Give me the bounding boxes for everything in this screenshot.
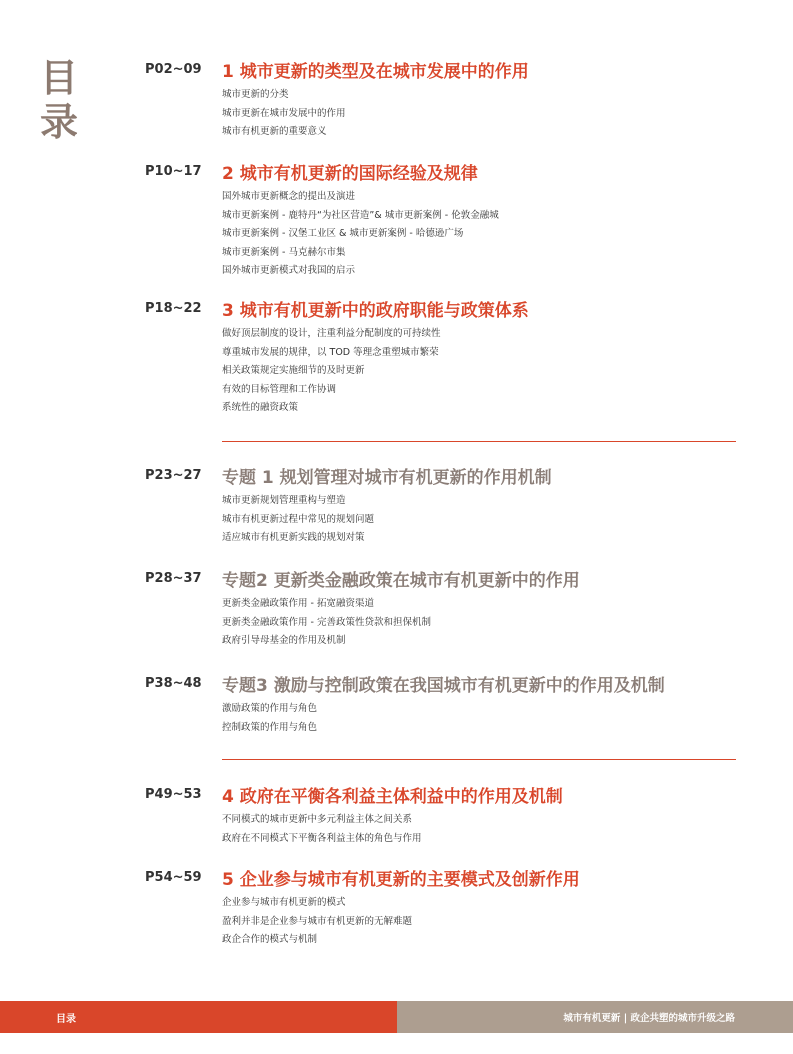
page-range: P23~27 <box>145 468 202 483</box>
topic-title[interactable]: 专题2 更新类金融政策在城市有机更新中的作用 <box>222 571 580 591</box>
subsection-item[interactable]: 更新类金融政策作用 - 拓宽融资渠道 <box>222 598 374 609</box>
subsection-list <box>222 492 374 548</box>
section-divider <box>222 441 736 442</box>
subsection-item[interactable]: 做好顶层制度的设计，注重利益分配制度的可持续性 <box>222 328 441 339</box>
subsection-item[interactable]: 不同模式的城市更新中多元利益主体之间关系 <box>222 814 413 825</box>
topic-title[interactable]: 专题 1 规划管理对城市有机更新的作用机制 <box>222 468 552 488</box>
subsection-item[interactable]: 城市有机更新过程中常见的规划问题 <box>222 513 375 525</box>
subsection-item[interactable]: 相关政策规定实施细节的及时更新 <box>222 365 365 376</box>
subsection-item[interactable]: 城市更新案例 - 马克赫尔市集 <box>222 246 346 258</box>
subsection-item[interactable]: 激励政策的作用与角色 <box>222 703 318 714</box>
footer-label: 目录 <box>56 1014 76 1025</box>
subsection-item[interactable]: 系统性的融资政策 <box>222 402 299 413</box>
page-range: P02~09 <box>145 62 202 77</box>
subsection-item[interactable]: 更新类金融政策作用 - 完善政策性贷款和担保机制 <box>222 616 431 628</box>
footer-title: 城市有机更新 | 政企共塑的城市升级之路 <box>563 1013 735 1024</box>
subsection-item[interactable]: 盈利并非是企业参与城市有机更新的无解难题 <box>222 915 413 927</box>
subsection-item[interactable]: 国外城市更新概念的提出及演进 <box>222 191 356 202</box>
subsection-item[interactable]: 城市有机更新的重要意义 <box>222 126 327 137</box>
subsection-item[interactable]: 政府引导母基金的作用及机制 <box>222 635 346 646</box>
subsection-list <box>222 86 346 142</box>
subsection-list <box>222 894 412 950</box>
subsection-item[interactable]: 尊重城市发展的规律，以 TOD 等理念重塑城市繁荣 <box>222 346 439 358</box>
toc-heading <box>40 56 88 144</box>
subsection-list <box>222 595 431 651</box>
subsection-item[interactable]: 城市更新在城市发展中的作用 <box>222 107 346 119</box>
subsection-item[interactable]: 城市更新案例 - 汉堡工业区 & 城市更新案例 - 哈德逊广场 <box>222 228 464 239</box>
subsection-item[interactable]: 城市更新规划管理重构与塑造 <box>222 495 346 506</box>
page-range: P49~53 <box>145 787 202 802</box>
subsection-item[interactable]: 有效的目标管理和工作协调 <box>222 383 337 395</box>
page-footer <box>0 1001 793 1033</box>
chapter-title[interactable]: 5 企业参与城市有机更新的主要模式及创新作用 <box>222 870 580 890</box>
subsection-item[interactable]: 适应城市有机更新实践的规划对策 <box>222 532 365 543</box>
subsection-list <box>222 811 422 848</box>
page-range: P10~17 <box>145 164 202 179</box>
subsection-list <box>222 700 317 737</box>
subsection-item[interactable]: 政府在不同模式下平衡各利益主体的角色与作用 <box>222 832 422 844</box>
subsection-item[interactable]: 控制政策的作用与角色 <box>222 721 318 733</box>
footer-right-band <box>397 1001 793 1033</box>
chapter-title[interactable]: 4 政府在平衡各利益主体利益中的作用及机制 <box>222 787 563 807</box>
toc-heading-char-2: 录 <box>40 100 79 144</box>
subsection-list <box>222 188 499 281</box>
chapter-title[interactable]: 3 城市有机更新中的政府职能与政策体系 <box>222 301 529 321</box>
page-range: P38~48 <box>145 676 202 691</box>
topic-title[interactable]: 专题3 激励与控制政策在我国城市有机更新中的作用及机制 <box>222 676 665 696</box>
subsection-item[interactable]: 城市更新的分类 <box>222 89 289 100</box>
toc-heading-char-1: 目 <box>40 56 79 100</box>
page-range: P18~22 <box>145 301 202 316</box>
page-range: P28~37 <box>145 571 202 586</box>
footer-left-band <box>0 1001 397 1033</box>
page-range: P54~59 <box>145 870 202 885</box>
subsection-item[interactable]: 企业参与城市有机更新的模式 <box>222 897 346 908</box>
subsection-item[interactable]: 城市更新案例 - 鹿特丹“为社区营造”& 城市更新案例 - 伦敦金融城 <box>222 209 499 221</box>
subsection-item[interactable]: 国外城市更新模式对我国的启示 <box>222 265 356 276</box>
subsection-item[interactable]: 政企合作的模式与机制 <box>222 934 318 945</box>
chapter-title[interactable]: 2 城市有机更新的国际经验及规律 <box>222 164 478 184</box>
subsection-list <box>222 325 441 418</box>
chapter-title[interactable]: 1 城市更新的类型及在城市发展中的作用 <box>222 62 529 82</box>
section-divider <box>222 759 736 760</box>
